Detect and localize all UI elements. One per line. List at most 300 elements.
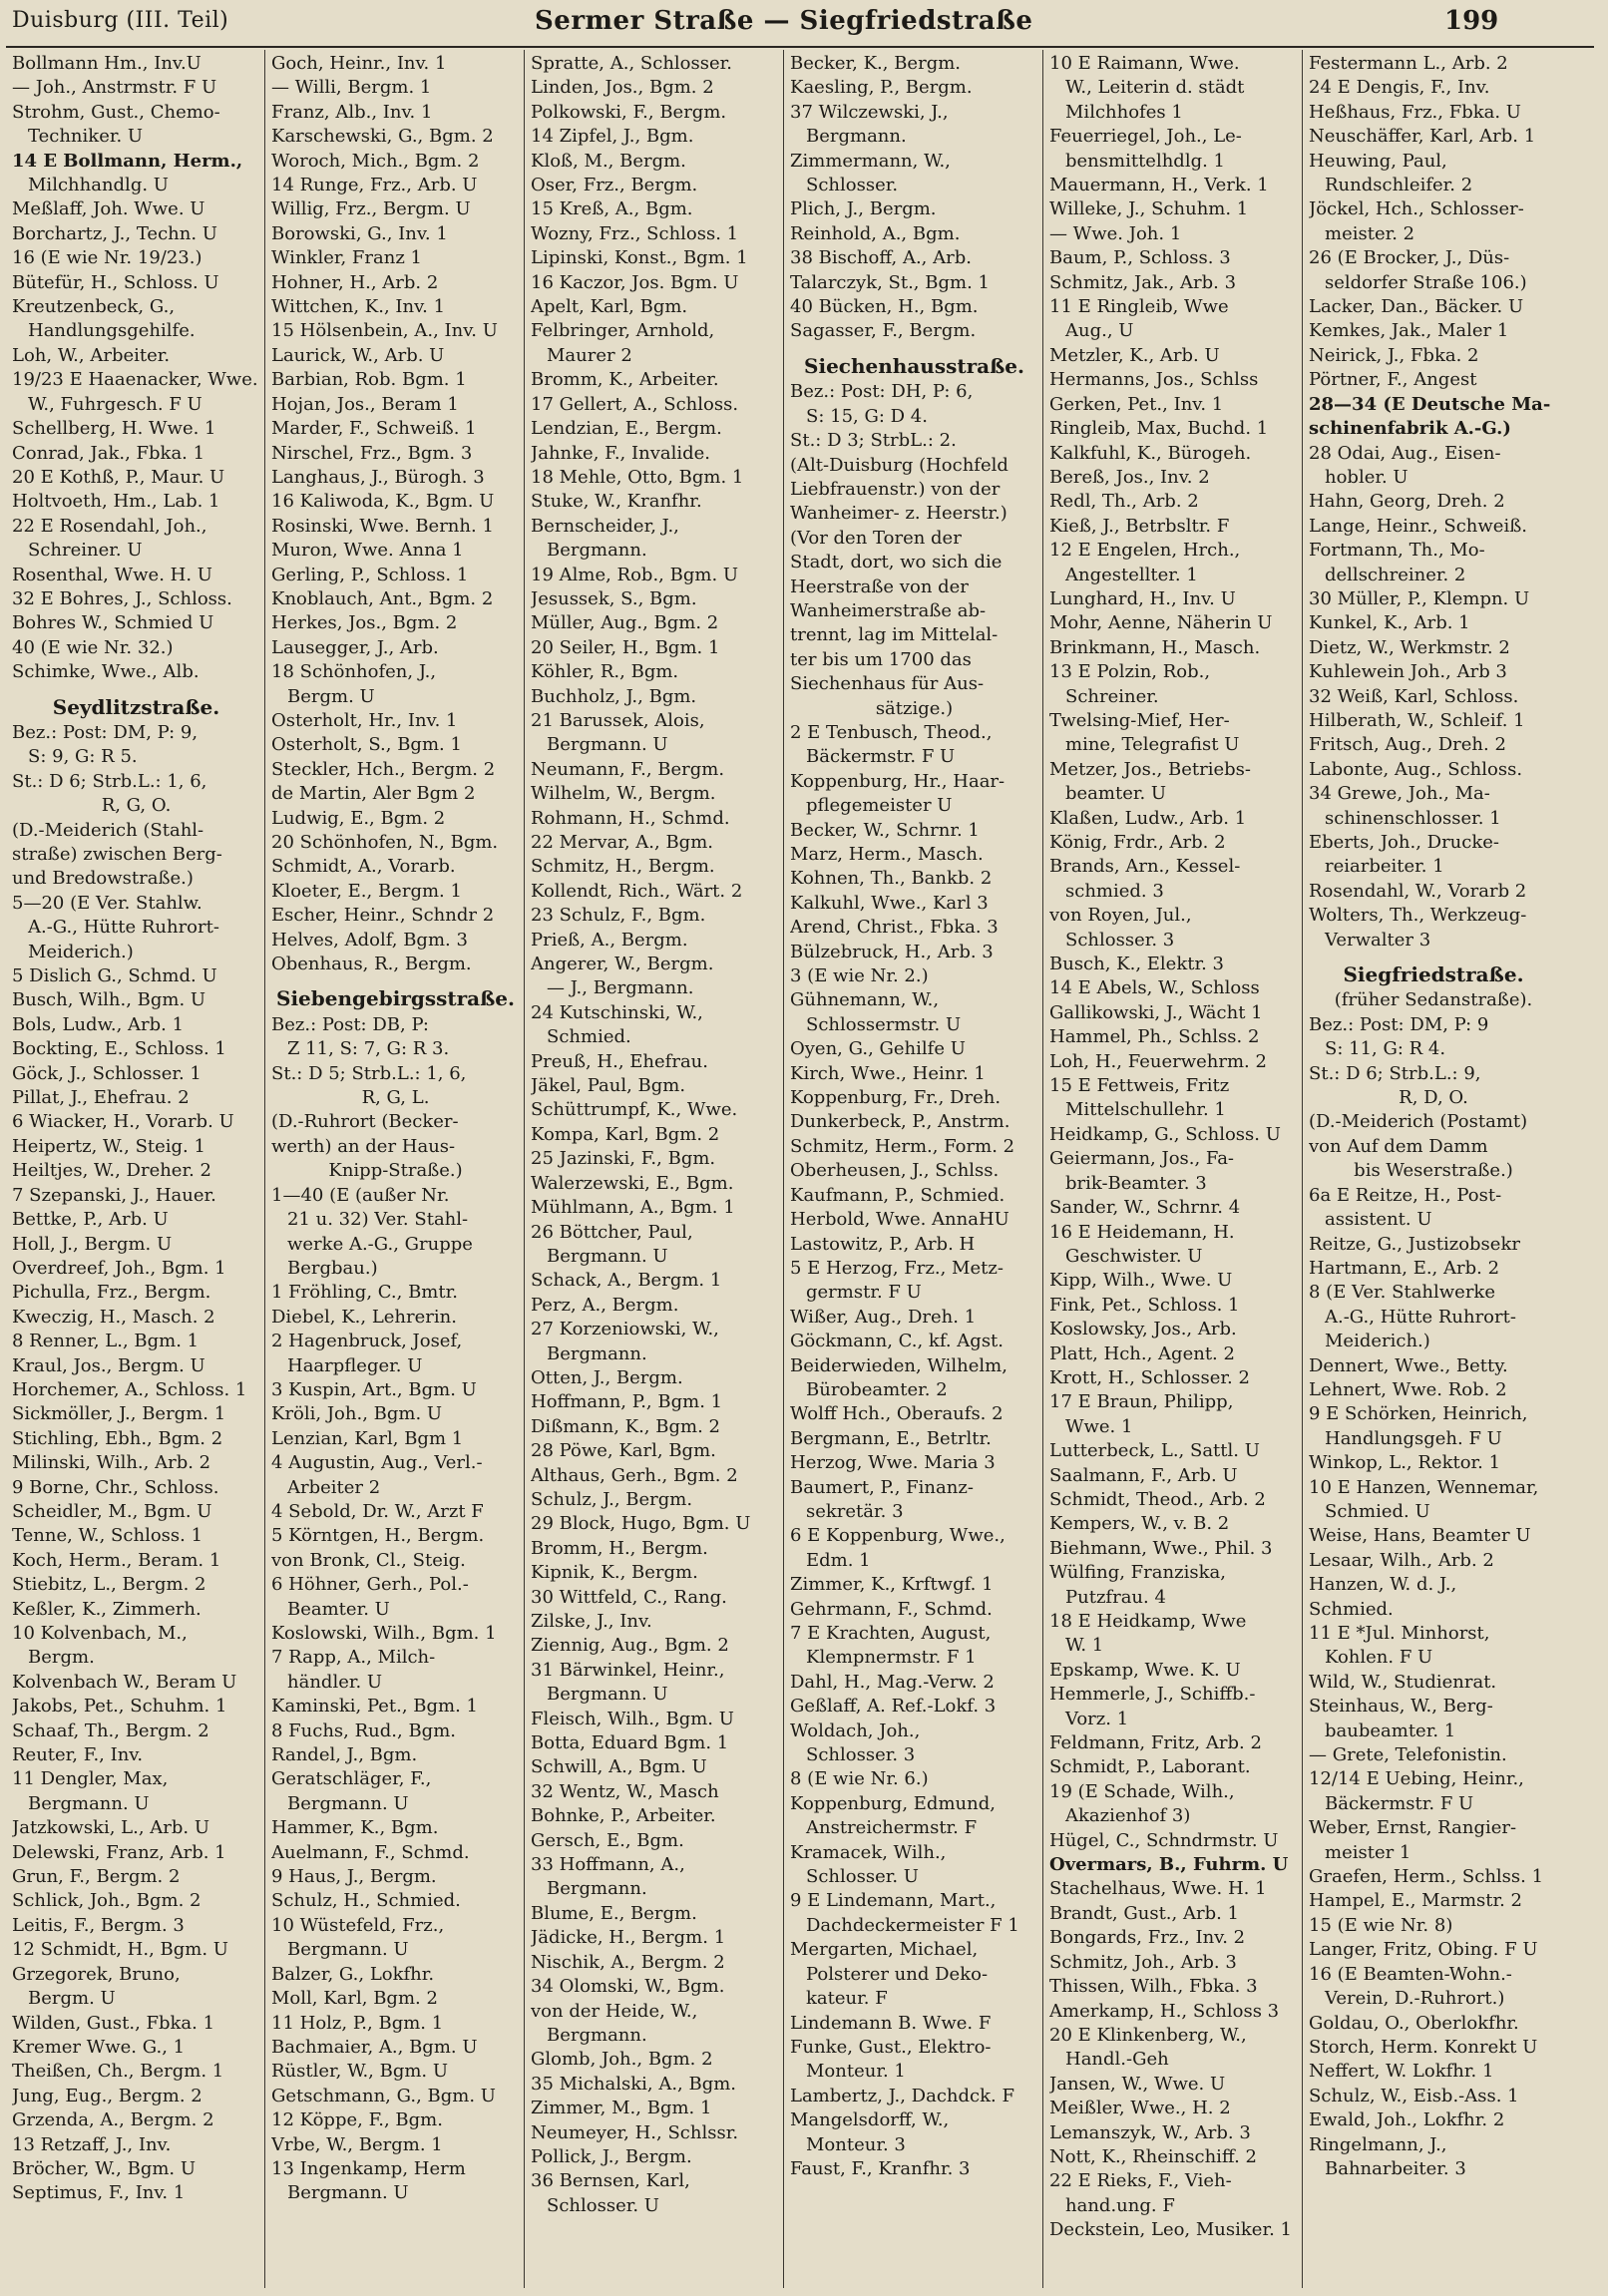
directory-entry: Kloeter, E., Bergm. 1 [271, 880, 462, 902]
directory-entry: Diebel, K., Lehrerin. [271, 1306, 457, 1328]
directory-entry: 8 Fuchs, Rud., Bgm. [271, 1720, 456, 1741]
directory-entry: 11 Holz, P., Bgm. 1 [271, 2012, 444, 2034]
column-6 [1303, 50, 1562, 2288]
directory-entry: Biehmann, Wwe., Phil. 3 [1049, 1537, 1273, 1559]
directory-entry: Lipinski, Konst., Bgm. 1 [531, 247, 748, 269]
directory-entry: Hohner, H., Arb. 2 [271, 271, 439, 293]
directory-entry: Mühlmann, A., Bgm. 1 [531, 1197, 735, 1219]
directory-entry: Jöckel, Hch., Schlosser- [1309, 198, 1524, 220]
directory-entry: Rosinski, Wwe. Bernh. 1 [271, 515, 494, 537]
directory-entry: Stuke, W., Kranfhr. [531, 491, 702, 513]
directory-entry: Hanzen, W. d. J., [1309, 1574, 1457, 1596]
directory-entry: Sander, W., Schrnr. 4 [1049, 1197, 1241, 1219]
directory-entry: Kompa, Karl, Bgm. 2 [531, 1123, 720, 1145]
directory-entry: Putzfrau. 4 [1065, 1586, 1166, 1608]
directory-entry: Schack, A., Bergm. 1 [531, 1270, 722, 1292]
directory-entry: Hermanns, Jos., Schlss [1049, 369, 1259, 391]
directory-entry: Escher, Heinr., Schndr 2 [271, 905, 495, 927]
directory-entry: von Bronk, Cl., Steig. [271, 1549, 466, 1571]
directory-entry: Heidkamp, G., Schloss. U [1049, 1123, 1281, 1145]
directory-entry: Goldau, O., Oberlokfhr. [1309, 2012, 1519, 2034]
directory-entry: Bergmann. U [547, 1245, 668, 1267]
directory-entry: Pillat, J., Ehefrau. 2 [12, 1087, 190, 1109]
directory-entry: Klempnermstr. F 1 [806, 1647, 977, 1669]
directory-entry: A.-G., Hütte Ruhrort- [28, 917, 219, 939]
directory-entry: 32 Weiß, Karl, Schloss. [1309, 685, 1519, 707]
directory-entry: Faust, F., Kranfhr. 3 [790, 2157, 971, 2179]
directory-entry: Bürobeamter. 2 [806, 1378, 948, 1400]
directory-entry: Eberts, Joh., Drucke- [1309, 832, 1499, 853]
directory-entry: Jakobs, Pet., Schuhm. 1 [12, 1696, 227, 1718]
directory-entry: Pollick, J., Bergm. [531, 2145, 692, 2167]
directory-entry: Muron, Wwe. Anna 1 [271, 540, 464, 562]
column-1 [6, 50, 265, 2288]
directory-entry: bis Weserstraße.) [1354, 1160, 1513, 1182]
street-heading: Siegfriedstraße. [1343, 962, 1524, 987]
directory-entry: Klaßen, Ludw., Arb. 1 [1049, 807, 1247, 829]
directory-entry: 22 Mervar, A., Bgm. [531, 832, 713, 853]
directory-entry: Hemmerle, J., Schiffb.- [1049, 1684, 1256, 1706]
directory-entry: A.-G., Hütte Ruhrort- [1325, 1306, 1516, 1328]
directory-entry: 6a E Reitze, H., Post- [1309, 1184, 1502, 1206]
directory-entry: Koppenburg, Hr., Haar- [790, 770, 1005, 792]
directory-entry: Bez.: Post: DH, P: 6, [790, 381, 974, 403]
directory-entry: Bernscheider, J., [531, 515, 679, 537]
directory-entry: Kohnen, Th., Bankb. 2 [790, 868, 993, 890]
directory-entry: Handlungsgehilfe. [28, 320, 196, 342]
directory-entry: 16 (E wie Nr. 19/23.) [12, 247, 202, 269]
directory-entry: 5 E Herzog, Frz., Metz- [790, 1257, 1004, 1279]
directory-entry: 8 (E Ver. Stahlwerke [1309, 1282, 1495, 1304]
directory-entry: 20 E Kothß, P., Maur. U [12, 466, 225, 488]
directory-entry: Sagasser, F., Bergm. [790, 320, 977, 342]
directory-entry: Bahnarbeiter. 3 [1325, 2157, 1466, 2179]
directory-entry: Schreiner. U [28, 540, 143, 562]
directory-entry: R, D, O. [1399, 1087, 1468, 1109]
directory-entry: Bromm, H., Bergm. [531, 1537, 708, 1559]
directory-entry: brik-Beamter. 3 [1065, 1172, 1207, 1194]
directory-entry: Bez.: Post: DM, P: 9, [12, 721, 199, 743]
directory-entry: S: 9, G: R 5. [28, 746, 138, 768]
directory-entry: Neuschäffer, Karl, Arb. 1 [1309, 126, 1536, 148]
directory-entry: 34 Grewe, Joh., Ma- [1309, 783, 1490, 805]
directory-entry: Conrad, Jak., Fbka. 1 [12, 442, 205, 464]
directory-entry: Heiltjes, W., Dreher. 2 [12, 1160, 211, 1182]
directory-entry: Lutterbeck, L., Sattl. U [1049, 1440, 1260, 1462]
directory-entry: Marder, F., Schweiß. 1 [271, 418, 477, 440]
directory-entry: Oser, Frz., Bergm. [531, 175, 698, 196]
directory-entry: Köhler, R., Bgm. [531, 661, 679, 683]
directory-entry: 12/14 E Uebing, Heinr., [1309, 1768, 1524, 1790]
directory-entry: Lastowitz, P., Arb. H [790, 1233, 976, 1255]
directory-entry: Reitze, G., Justizobsekr [1309, 1233, 1520, 1255]
directory-entry: Gerken, Pet., Inv. 1 [1049, 393, 1224, 415]
directory-entry: Auelmann, F., Schmd. [271, 1841, 470, 1863]
directory-entry: Haarpfleger. U [287, 1354, 423, 1376]
directory-entry: dellschreiner. 2 [1325, 564, 1466, 585]
directory-entry: 15 Hölsenbein, A., Inv. U [271, 320, 498, 342]
directory-entry: Lemanszyk, W., Arb. 3 [1049, 2121, 1251, 2143]
directory-entry: 12 Schmidt, H., Bgm. U [12, 1939, 228, 1961]
directory-entry: Twelsing-Mief, Her- [1049, 709, 1230, 731]
directory-entry: Delewski, Franz, Arb. 1 [12, 1841, 226, 1863]
directory-entry: 30 Müller, P., Klempn. U [1309, 587, 1530, 609]
directory-entry: St.: D 6; Strb.L.: 1, 6, [12, 770, 207, 792]
directory-entry: Lunghard, H., Inv. U [1049, 587, 1236, 609]
directory-entry: 1—40 (E (außer Nr. [271, 1184, 450, 1206]
directory-entry: Kipnik, K., Bergm. [531, 1562, 698, 1584]
directory-entry: Brands, Arn., Kessel- [1049, 856, 1241, 878]
directory-entry: 16 (E Beamten-Wohn.- [1309, 1963, 1512, 1985]
directory-entry: ter bis um 1700 das [790, 648, 972, 670]
directory-entry: Holl, J., Bergm. U [12, 1233, 173, 1255]
directory-entry: Hampel, E., Marmstr. 2 [1309, 1890, 1523, 1912]
directory-entry: 9 Borne, Chr., Schloss. [12, 1476, 219, 1498]
directory-entry: Bergmann. U [547, 1684, 668, 1706]
directory-entry: 6 Höhner, Gerh., Pol.- [271, 1574, 469, 1596]
directory-entry: Neffert, W. Lokfhr. 1 [1309, 2061, 1494, 2083]
directory-entry: Marz, Herm., Masch. [790, 844, 984, 865]
directory-entry: Holtvoeth, Hm., Lab. 1 [12, 491, 220, 513]
directory-entry: Meiderich.) [1325, 1331, 1430, 1352]
directory-entry: Ludwig, E., Bgm. 2 [271, 807, 446, 829]
directory-entry: Schimke, Wwe., Alb. [12, 661, 200, 683]
directory-entry: Bütefür, H., Schloss. U [12, 271, 219, 293]
directory-entry: Overdreef, Joh., Bgm. 1 [12, 1257, 226, 1279]
directory-entry: Nott, K., Rheinschiff. 2 [1049, 2145, 1257, 2167]
directory-entry: 14 E Bollmann, Herm., [12, 150, 243, 172]
directory-entry: Deckstein, Leo, Musiker. 1 [1049, 2219, 1292, 2241]
directory-entry: Hammel, Ph., Schlss. 2 [1049, 1026, 1260, 1048]
directory-entry: Wolters, Th., Werkzeug- [1309, 905, 1527, 927]
column-2 [265, 50, 525, 2288]
directory-entry: 22 E Rosendahl, Joh., [12, 515, 207, 537]
directory-entry: 10 E Raimann, Wwe. [1049, 53, 1240, 74]
directory-entry: Strohm, Gust., Chemo- [12, 101, 220, 123]
directory-entry: Becker, W., Schrnr. 1 [790, 819, 980, 841]
directory-entry: Glomb, Joh., Bgm. 2 [531, 2049, 713, 2071]
directory-entry: 14 E Abels, W., Schloss [1049, 977, 1260, 999]
directory-entry: Grzenda, A., Bergm. 2 [12, 2109, 214, 2131]
directory-entry: 40 (E wie Nr. 32.) [12, 636, 174, 658]
directory-entry: Milchhofes 1 [1065, 101, 1183, 123]
directory-entry: Arend, Christ., Fbka. 3 [790, 917, 999, 939]
directory-entry: Kollendt, Rich., Wärt. 2 [531, 880, 743, 902]
directory-entry: Koppenburg, Fr., Dreh. [790, 1087, 1002, 1109]
directory-entry: de Martin, Aler Bgm 2 [271, 783, 476, 805]
directory-entry: Schlosser. 3 [806, 1744, 916, 1766]
directory-entry: Borchartz, J., Techn. U [12, 222, 217, 244]
directory-entry: Geschwister. U [1065, 1245, 1203, 1267]
directory-entry: Osterholt, Hr., Inv. 1 [271, 709, 458, 731]
directory-entry: Blume, E., Bergm. [531, 1902, 697, 1924]
directory-entry: Moll, Karl, Bgm. 2 [271, 1988, 438, 2010]
directory-entry: Jung, Eug., Bergm. 2 [12, 2085, 202, 2106]
directory-entry: Mittelschullehr. 1 [1065, 1099, 1226, 1121]
directory-entry: Grzegorek, Bruno, [12, 1963, 181, 1985]
directory-entry: 21 u. 32) Ver. Stahl- [287, 1209, 469, 1231]
directory-entry: Kalkuhl, Wwe., Karl 3 [790, 892, 989, 914]
directory-entry: sätzige.) [875, 697, 954, 719]
directory-entry: 5 Dislich G., Schmd. U [12, 965, 217, 987]
directory-entry: Loh, W., Arbeiter. [12, 344, 171, 366]
directory-entry: von Royen, Jul., [1049, 905, 1192, 927]
directory-entry: 38 Bischoff, A., Arb. [790, 247, 972, 269]
directory-entry: und Bredowstraße.) [12, 868, 194, 890]
directory-entry: Loh, H., Feuerwehrm. 2 [1049, 1050, 1267, 1072]
header-street-range: Sermer Straße — Siegfriedstraße [535, 6, 1033, 36]
directory-entry: Bülzebruck, H., Arb. 3 [790, 941, 994, 962]
directory-entry: 13 Retzaff, J., Inv. [12, 2133, 172, 2155]
directory-entry: Wißer, Aug., Dreh. 1 [790, 1306, 977, 1328]
directory-entry: Herzog, Wwe. Maria 3 [790, 1452, 996, 1474]
directory-entry: 16 E Heidemann, H. [1049, 1221, 1235, 1243]
directory-entry: Gühnemann, W., [790, 989, 940, 1011]
directory-entry: Hojan, Jos., Beram 1 [271, 393, 459, 415]
directory-entry: Franz, Alb., Inv. 1 [271, 101, 433, 123]
directory-entry: Balzer, G., Lokfhr. [271, 1963, 435, 1985]
directory-entry: Herkes, Jos., Bgm. 2 [271, 612, 458, 634]
directory-entry: Grun, F., Bergm. 2 [12, 1866, 181, 1888]
directory-entry: Kolvenbach W., Beram U [12, 1671, 237, 1693]
directory-entry: Metzler, K., Arb. U [1049, 344, 1220, 366]
directory-entry: Overmars, B., Fuhrm. U [1049, 1854, 1289, 1876]
directory-entry: Hammer, K., Bgm. [271, 1817, 439, 1839]
directory-entry: Knipp-Straße.) [328, 1160, 463, 1182]
directory-entry: Dahl, H., Mag.-Verw. 2 [790, 1671, 995, 1693]
directory-entry: Plich, J., Bergm. [790, 198, 937, 220]
directory-entry: Althaus, Gerh., Bgm. 2 [531, 1464, 738, 1486]
directory-entry: Schwill, A., Bgm. U [531, 1756, 707, 1778]
directory-entry: Spratte, A., Schlosser. [531, 53, 732, 74]
directory-entry: 7 Rapp, A., Milch- [271, 1647, 436, 1669]
directory-entry: Steinhaus, W., Berg- [1309, 1696, 1493, 1718]
directory-entry: 2 E Tenbusch, Theod., [790, 721, 993, 743]
directory-entry: Schlick, Joh., Bgm. 2 [12, 1890, 201, 1912]
directory-entry: 26 Böttcher, Paul, [531, 1221, 693, 1243]
directory-entry: Kaufmann, P., Schmied. [790, 1184, 1005, 1206]
directory-entry: straße) zwischen Berg- [12, 844, 222, 865]
directory-entry: Zimmermann, W., [790, 150, 951, 172]
directory-entry: Krott, H., Schlosser. 2 [1049, 1366, 1250, 1388]
directory-entry: Bereß, Jos., Inv. 2 [1049, 466, 1210, 488]
directory-entry: Steckler, Hch., Bergm. 2 [271, 758, 496, 780]
street-heading: Siebengebirgsstraße. [276, 986, 515, 1011]
directory-entry: — Wwe. Joh. 1 [1049, 222, 1182, 244]
directory-entry: Pichulla, Frz., Bergm. [12, 1282, 211, 1304]
directory-entry: 18 Schönhofen, J., [271, 661, 437, 683]
directory-entry: (D.-Meiderich (Postamt) [1309, 1111, 1528, 1133]
directory-entry: Fortmann, Th., Mo- [1309, 540, 1485, 562]
directory-entry: 1 Fröhling, C., Bmtr. [271, 1282, 458, 1304]
directory-entry: Wittchen, K., Inv. 1 [271, 296, 446, 318]
directory-entry: Meißler, Wwe., H. 2 [1049, 2098, 1231, 2119]
directory-entry: Wild, W., Studienrat. [1309, 1671, 1497, 1693]
directory-entry: 16 Kaliwoda, K., Bgm. U [271, 491, 495, 513]
directory-entry: Kemkes, Jak., Maler 1 [1309, 320, 1509, 342]
directory-entry: Langer, Fritz, Obing. F U [1309, 1939, 1538, 1961]
directory-entry: 28 Pöwe, Karl, Bgm. [531, 1440, 716, 1462]
directory-entry: Koppenburg, Edmund, [790, 1792, 996, 1814]
directory-entry: Gerling, P., Schloss. 1 [271, 564, 469, 585]
directory-entry: Geiermann, Jos., Fa- [1049, 1148, 1235, 1170]
directory-entry: Helves, Adolf, Bgm. 3 [271, 929, 468, 951]
directory-entry: 33 Hoffmann, A., [531, 1854, 685, 1876]
directory-entry: Gehrmann, F., Schmd. [790, 1598, 993, 1620]
directory-entry: 15 (E wie Nr. 8) [1309, 1914, 1453, 1936]
directory-entry: Kreutzenbeck, G., [12, 296, 176, 318]
directory-entry: 12 E Engelen, Hrch., [1049, 540, 1241, 562]
directory-entry: Dißmann, K., Bgm. 2 [531, 1415, 720, 1437]
directory-entry: (D.-Ruhrort (Becker- [271, 1111, 459, 1133]
directory-entry: Feuerriegel, Joh., Le- [1049, 126, 1242, 148]
directory-entry: Schmidt, A., Vorarb. [271, 856, 456, 878]
directory-entry: von der Heide, W., [531, 2000, 698, 2022]
directory-entry: trennt, lag im Mittelal- [790, 624, 999, 646]
directory-entry: 9 E Lindemann, Mart., [790, 1890, 997, 1912]
directory-entry: — J., Bergmann. [547, 977, 694, 999]
directory-entry: 17 Gellert, A., Schloss. [531, 393, 739, 415]
directory-entry: schinenfabrik A.-G.) [1309, 418, 1511, 440]
directory-entry: 13 E Polzin, Rob., [1049, 661, 1211, 683]
directory-entry: (Alt-Duisburg (Hochfeld [790, 454, 1008, 476]
directory-entry: Meiderich.) [28, 941, 134, 962]
directory-entry: R, G, L. [361, 1087, 430, 1109]
directory-entry: Verwalter 3 [1325, 929, 1431, 951]
directory-entry: Wwe. 1 [1065, 1415, 1133, 1437]
directory-entry: werth) an der Haus- [271, 1135, 456, 1157]
directory-entry: Baum, P., Schloss. 3 [1049, 247, 1231, 269]
directory-entry: Bergmann. [547, 2024, 647, 2046]
directory-entry: Anstreichermstr. F [806, 1817, 978, 1839]
directory-entry: Bergmann, E., Betrltr. [790, 1427, 992, 1449]
directory-entry: 20 Schönhofen, N., Bgm. [271, 832, 499, 853]
directory-entry: Lenzian, Karl, Bgm 1 [271, 1427, 464, 1449]
directory-entry: Jädicke, H., Bergm. 1 [531, 1927, 726, 1949]
directory-entry: 28 Odai, Aug., Eisen- [1309, 442, 1501, 464]
directory-entry: Bäckermstr. F U [806, 746, 956, 768]
column-5 [1043, 50, 1303, 2288]
directory-entry: Schulz, W., Eisb.-Ass. 1 [1309, 2085, 1519, 2106]
directory-entry: Wolff Hch., Oberaufs. 2 [790, 1403, 1004, 1425]
directory-entry: Bettke, P., Arb. U [12, 1209, 169, 1231]
directory-entry: Schlosser. U [806, 1866, 919, 1888]
directory-entry: Pörtner, F., Angest [1309, 369, 1477, 391]
directory-entry: Rosenthal, Wwe. H. U [12, 564, 212, 585]
directory-entry: Bergmann. [547, 540, 647, 562]
directory-entry: Bols, Ludw., Arb. 1 [12, 1013, 185, 1035]
directory-entry: Bergmann. U [28, 1792, 150, 1814]
directory-entry: Dietz, W., Werkmstr. 2 [1309, 636, 1510, 658]
directory-entry: baubeamter. 1 [1325, 1720, 1456, 1741]
directory-entry: werke A.-G., Gruppe [287, 1233, 473, 1255]
directory-entry: Kloß, M., Bergm. [531, 150, 686, 172]
directory-entry: Festermann L., Arb. 2 [1309, 53, 1508, 74]
directory-entry: Talarczyk, St., Bgm. 1 [790, 271, 990, 293]
directory-entry: Brandt, Gust., Arb. 1 [1049, 1902, 1239, 1924]
page-number: 199 [1444, 6, 1499, 36]
directory-entry: Schmitz, H., Bergm. [531, 856, 715, 878]
directory-entry: Weber, Ernst, Rangier- [1309, 1817, 1517, 1839]
directory-entry: Schlosser. [806, 175, 899, 196]
directory-entry: 19 (E Schade, Wilh., [1049, 1780, 1235, 1802]
directory-entry: 36 Bernsen, Karl, [531, 2170, 690, 2192]
directory-entry: Nischik, A., Bergm. 2 [531, 1951, 725, 1973]
directory-entry: Angerer, W., Bergm. [531, 954, 714, 975]
directory-entry: Vrbe, W., Bergm. 1 [271, 2133, 443, 2155]
directory-entry: Graefen, Herm., Schlss. 1 [1309, 1866, 1544, 1888]
directory-entry: 32 Wentz, W., Masch [531, 1780, 719, 1802]
directory-entry: Rosendahl, W., Vorarb 2 [1309, 880, 1527, 902]
directory-entry: Schmitz, Jak., Arb. 3 [1049, 271, 1237, 293]
directory-entry: Milchhandlg. U [28, 175, 169, 196]
directory-entry: Jesussek, S., Bgm. [531, 587, 697, 609]
directory-entry: Fritsch, Aug., Dreh. 2 [1309, 734, 1506, 756]
directory-entry: Meßlaff, Joh. Wwe. U [12, 198, 205, 220]
directory-entry: Kirch, Wwe., Heinr. 1 [790, 1062, 986, 1084]
directory-entry: 10 Kolvenbach, M., [12, 1623, 188, 1644]
directory-entry: Kipp, Wilh., Wwe. U [1049, 1270, 1233, 1292]
directory-entry: 8 Renner, L., Bgm. 1 [12, 1331, 200, 1352]
directory-entry: Rüstler, W., Bgm. U [271, 2061, 449, 2083]
directory-entry: Bollmann Hm., Inv.U [12, 53, 201, 74]
directory-entry: Ringleib, Max, Buchd. 1 [1049, 418, 1269, 440]
column-4 [784, 50, 1043, 2288]
directory-entry: Schulz, H., Schmied. [271, 1890, 461, 1912]
directory-columns [6, 50, 1594, 2288]
directory-entry: schmied. 3 [1065, 880, 1164, 902]
directory-entry: 10 Wüstefeld, Frz., [271, 1914, 445, 1936]
directory-entry: Koch, Herm., Beram. 1 [12, 1549, 221, 1571]
header-city-part: Duisburg (III. Teil) [12, 8, 229, 33]
directory-entry: 24 E Dengis, F., Inv. [1309, 77, 1490, 99]
directory-entry: Bergmann. [547, 1878, 647, 1900]
directory-entry: Winkop, L., Rektor. 1 [1309, 1452, 1501, 1474]
directory-entry: Mangelsdorff, W., [790, 2109, 950, 2131]
directory-entry: Schmied. [1309, 1598, 1394, 1620]
directory-entry: 5—20 (E Ver. Stahlw. [12, 892, 202, 914]
directory-entry: sekretär. 3 [806, 1500, 904, 1522]
directory-entry: 2 Hagenbruck, Josef, [271, 1331, 463, 1352]
directory-entry: 15 E Fettweis, Fritz [1049, 1075, 1230, 1097]
directory-entry: Vorz. 1 [1065, 1708, 1129, 1729]
directory-entry: beamter. U [1065, 783, 1167, 805]
directory-entry: Wilhelm, W., Bergm. [531, 783, 716, 805]
directory-entry: Tenne, W., Schloss. 1 [12, 1525, 203, 1547]
directory-entry: Edm. 1 [806, 1549, 871, 1571]
directory-entry: Schlosser. U [547, 2194, 659, 2216]
directory-entry: Geratschläger, F., [271, 1768, 432, 1790]
directory-entry: Lambertz, J., Dachdck. F [790, 2085, 1014, 2106]
directory-entry: Oyen, G., Gehilfe U [790, 1038, 966, 1060]
directory-entry: Randel, J., Bgm. [271, 1744, 418, 1766]
directory-entry: Bröcher, W., Bgm. U [12, 2157, 197, 2179]
directory-entry: Bergmann. U [287, 1939, 409, 1961]
directory-entry: R, G, O. [101, 795, 172, 817]
directory-entry: Storch, Herm. Konrekt U [1309, 2036, 1538, 2058]
directory-entry: Fleisch, Wilh., Bgm. U [531, 1708, 734, 1729]
directory-entry: St.: D 3; StrbL.: 2. [790, 430, 957, 452]
directory-entry: Jahnke, F., Invalide. [531, 442, 710, 464]
directory-entry: Akazienhof 3) [1065, 1805, 1191, 1827]
directory-entry: Lendzian, E., Bergm. [531, 418, 722, 440]
directory-entry: Lange, Heinr., Schweiß. [1309, 515, 1527, 537]
directory-entry: Prieß, A., Bergm. [531, 929, 688, 951]
directory-entry: Rohmann, H., Schmd. [531, 807, 730, 829]
directory-entry: Kuhlewein Joh., Arb 3 [1309, 661, 1507, 683]
directory-entry: 3 (E wie Nr. 2.) [790, 965, 929, 987]
directory-entry: Beiderwieden, Wilhelm, [790, 1354, 1007, 1376]
